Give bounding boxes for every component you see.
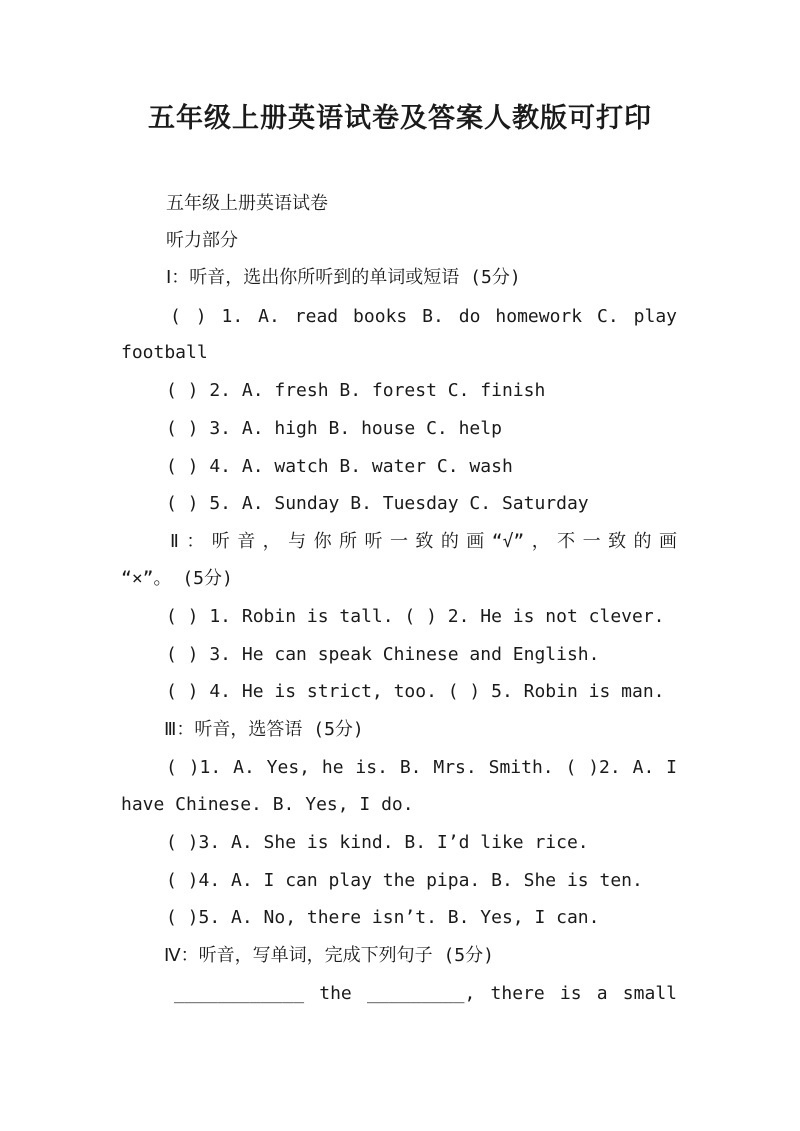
part-2-heading: Ⅱ：听音，与你所听一致的画“√”，不一致的画 <box>170 531 677 552</box>
question-1-2: ( ) 2. A. fresh B. forest C. finish <box>166 380 546 401</box>
question-3-3: ( )3. A. She is kind. B. I’d like rice. <box>166 832 589 853</box>
question-1-1-continued: football <box>121 342 208 363</box>
document-title: 五年级上册英语试卷及答案人教版可打印 <box>148 103 652 134</box>
section-heading-exam: 五年级上册英语试卷 <box>166 193 328 214</box>
part-1-heading: Ⅰ：听音，选出你所听到的单词或短语 (5分) <box>166 267 521 288</box>
question-3-2-continued: have Chinese. B. Yes, I do. <box>121 794 414 815</box>
question-1-3: ( ) 3. A. high B. house C. help <box>166 418 502 439</box>
question-2-4-5: ( ) 4. He is strict, too. ( ) 5. Robin is man. <box>166 681 665 702</box>
question-3-5: ( )5. A. No, there isn’t. B. Yes, I can. <box>166 907 600 928</box>
part-4-heading: Ⅳ：听音，写单词，完成下列句子 (5分) <box>164 945 494 966</box>
part-2-heading-continued: “×”。 (5分) <box>121 568 233 589</box>
section-heading-listening: 听力部分 <box>166 230 238 251</box>
question-1-5: ( ) 5. A. Sunday B. Tuesday C. Saturday <box>166 493 589 514</box>
question-1-1: ( ) 1. A. read books B. do homework C. play <box>170 306 677 327</box>
question-1-4: ( ) 4. A. watch B. water C. wash <box>166 456 513 477</box>
question-2-1-2: ( ) 1. Robin is tall. ( ) 2. He is not clever. <box>166 606 665 627</box>
question-4-1: ____________ the _________, there is a small <box>174 983 677 1004</box>
question-3-4: ( )4. A. I can play the pipa. B. She is ten. <box>166 870 643 891</box>
question-3-1-2: ( )1. A. Yes, he is. B. Mrs. Smith. ( )2. A. I <box>166 757 677 778</box>
question-2-3: ( ) 3. He can speak Chinese and English. <box>166 644 600 665</box>
part-3-heading: Ⅲ：听音，选答语 (5分) <box>164 719 364 740</box>
